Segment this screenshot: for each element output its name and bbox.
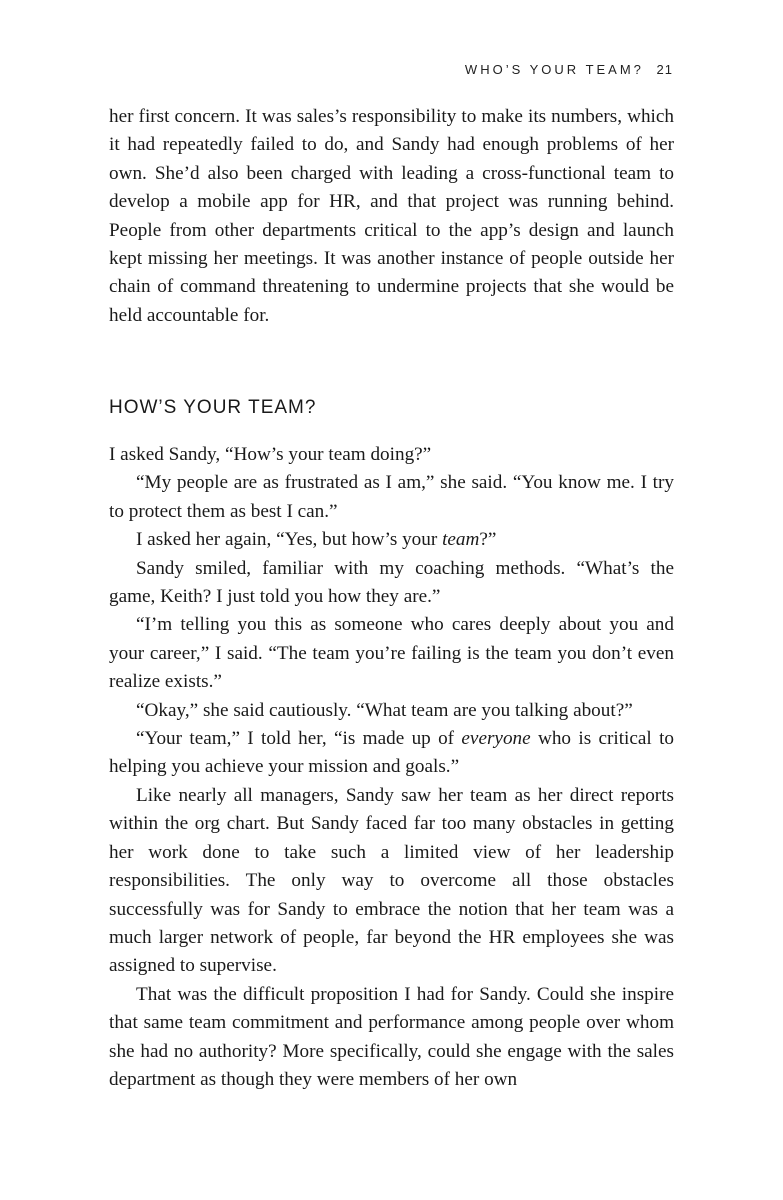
paragraph-6: “Okay,” she said cautiously. “What team are you talking about?” [136, 699, 633, 721]
paragraph-7-emphasis: everyone [461, 728, 531, 750]
paragraph-5: “I’m telling you this as someone who cares deeply about you and your career,” I said. “The team you’re failing is the team you don’t even realize exists.” [109, 614, 674, 693]
section-body [109, 441, 674, 1094]
paragraph-3-text-b: ?” [479, 529, 497, 551]
paragraph-2: “My people are as frustrated as I am,” she said. “You know me. I try to protect them as best I can.” [109, 472, 674, 522]
paragraph-7 [109, 725, 674, 782]
paragraph-3-emphasis: team [442, 529, 480, 551]
running-head-title: WHO’S YOUR TEAM? [464, 62, 644, 77]
continued-paragraph: her first concern. It was sales’s responsibility to make its numbers, which it had repeatedly failed to do, and Sandy had enough problems of her own. She’d also been charged with leading a cross-functional team to develop a mobile app for HR, and that project was running behind. People from other departments critical to the app’s design and launch kept missing her meetings. It was another instance of people outside her chain of command threatening to undermine projects that she would be held accountable for. [109, 106, 674, 326]
paragraph-7-text-b: who is critical to helping you achieve your mission and goals.” [109, 728, 675, 778]
running-head [465, 62, 673, 77]
paragraph-7-text-a: “Your team,” I told her, “is made up of [136, 728, 462, 750]
paragraph-4: Sandy smiled, familiar with my coaching methods. “What’s the game, Keith? I just told you how they are.” [109, 557, 674, 608]
section-heading: HOW’S YOUR TEAM? [109, 397, 317, 418]
paragraph-8: Like nearly all managers, Sandy saw her team as her direct reports within the org chart. But Sandy faced far too many obstacles in getting her work done to take such a limited view of her leadership responsibilities. The only way to overcome all those obstacles successfully was for Sandy to embrace the notion that her team was a much larger network of people, far beyond the HR employees she was assigned to supervise. [109, 784, 674, 977]
paragraph-1: I asked Sandy, “How’s your team doing?” [109, 444, 432, 465]
top-text-block [109, 103, 674, 330]
paragraph-3-text-a: I asked her again, “Yes, but how’s your [136, 529, 443, 551]
paragraph-9: That was the difficult proposition I had for Sandy. Could she inspire that same team commitment and performance among people over whom she had no authority? More specifically, could she engage with the sales department as though they were members of her own [109, 983, 674, 1090]
paragraph-3 [109, 526, 674, 554]
page-number: 21 [656, 62, 673, 77]
